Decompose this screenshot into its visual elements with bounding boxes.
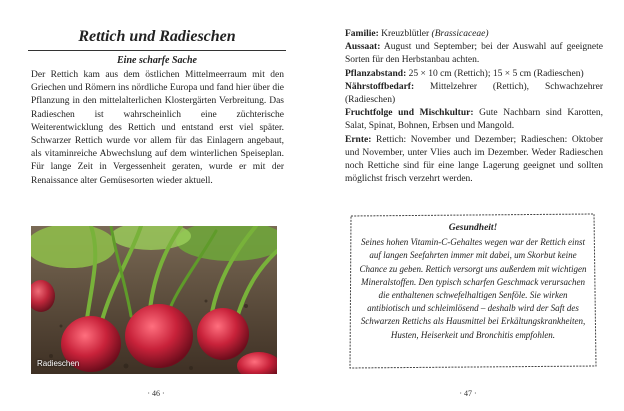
radish-photo [31, 226, 277, 374]
health-box [348, 212, 598, 370]
right-page [312, 0, 624, 411]
intro-paragraph: Der Rettich kam aus dem östlichen Mittelmeerraum mit den Griechen und Römern ins nördliche Europa und fand hier über die Pflanzung in den mittelalterlichen Klostergärten Verbreitung. Das Radieschen ist wahrscheinlich eine züchterische Weiterentwicklung des Rettich und entstand erst viel später. Schwarzer Rettich wurde vor allem für das Einlagern angebaut, als vitaminreiche Abwechslung auf dem winterlichen Speiseplan. Für lange Zeit in Vergessenheit geraten, wurde er mit der Renaissance alter Gemüsesorten wieder aktuell. [31, 70, 284, 186]
title-divider [28, 50, 286, 51]
box-title: Gesundheit! [448, 223, 498, 233]
fact-label: Ernte: [345, 134, 372, 145]
fact-naehrstoffbedarf [345, 81, 603, 107]
fact-text: Gute Nachbarn sind Karotten, Salat, Spinat, Bohnen, Erbsen und Mangold. [345, 108, 603, 132]
page-number-left: · 46 · [147, 389, 165, 398]
section-subtitle: Eine scharfe Sache [117, 55, 197, 66]
page-title: Rettich und Radieschen [78, 28, 236, 45]
photo-caption: Radieschen [37, 359, 80, 368]
fact-label: Nährstoffbedarf: [345, 81, 415, 92]
fact-ernte [345, 134, 603, 187]
facts-list [345, 28, 603, 186]
fact-fruchtfolge [345, 107, 603, 133]
fact-text: 25 × 10 cm (Rettich); 15 × 5 cm (Radieschen) [406, 68, 584, 79]
box-text: Seines hohen Vitamin-C-Gehaltes wegen war der Rettich einst auf langen Seefahrten immer mit dabei, um Skorbut keine Chance zu geben. Rettich versorgt uns außerdem mit wichtigen Mineralstoffen. Den typisch scharfen Geschmack verursachen die enthaltenen schwefelhaltigen Senföle. Sie wirken antibiotisch und schleimlösend – deshalb wird der Saft des Schwarzen Rettichs als Hausmittel bei Erkältungskrankheiten, Husten, Heiserkeit und Bronchitis empfohlen. [359, 237, 587, 340]
fact-text: Mittelzehrer (Rettich), Schwachzehrer (Radieschen) [345, 81, 603, 106]
fact-familie [345, 28, 603, 41]
box-content [358, 222, 588, 342]
fact-text: August und September; bei der Auswahl auf geeignete Sorten für den Herbstanbau achten. [345, 42, 603, 66]
fact-label: Pflanzabstand: [345, 68, 407, 79]
fact-latin-name: (Brassicaceae) [431, 29, 489, 39]
page-number-right: · 47 · [459, 389, 477, 398]
fact-label: Familie: [345, 29, 379, 39]
fact-label: Fruchtfolge und Mischkultur: [345, 108, 474, 119]
radish-illustration [31, 226, 277, 374]
fact-text: Rettich: November und Dezember; Radieschen: Oktober und November, unter Vlies auch im Dezember. Weder Radieschen noch Rettiche sind für eine lange Lagerung geeignet und sollten möglichst frisch verzehrt werden. [345, 134, 603, 185]
fact-text: Kreuzblütler [378, 29, 432, 39]
fact-aussaat [345, 41, 603, 67]
fact-pflanzabstand [345, 68, 603, 81]
fact-label: Aussaat: [345, 42, 381, 53]
